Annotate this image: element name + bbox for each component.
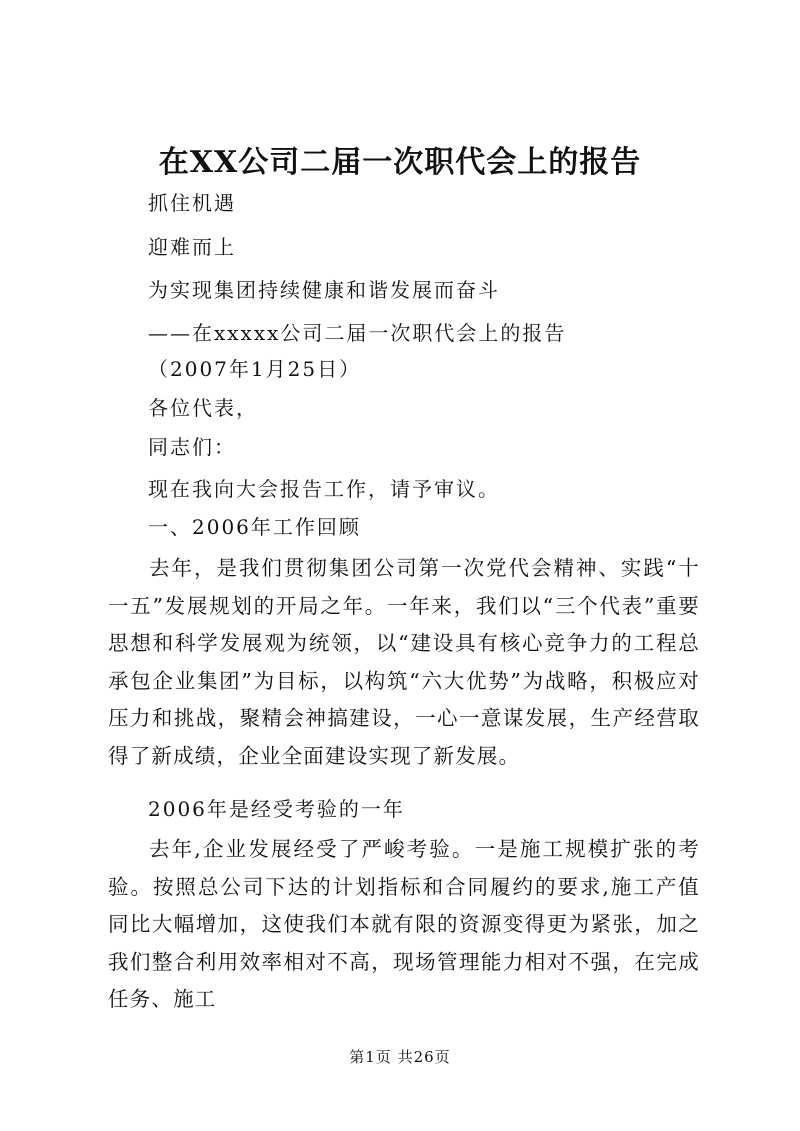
- text-line: ——在xxxxx公司二届一次职代会上的报告: [148, 321, 567, 345]
- subheading: 2006年是经受考验的一年: [148, 797, 405, 821]
- body-paragraph: 去年，是我们贯彻集团公司第一次党代会精神、实践“十一五”发展规划的开局之年。一年来，我们以“三个代表”重要思想和科学发展观为统领，以“建设具有核心竞争力的工程总承包企业集团”为目标，以构筑“六大优势”为战略，积极应对压力和挑战，聚精会神搞建设，一心一意谋发展，生产经营取得了新成绩，企业全面建设实现了新发展。: [108, 556, 700, 768]
- date-line: （2007年1月25日）: [148, 357, 362, 381]
- salutation-line: 同志们：: [148, 435, 236, 459]
- salutation-line: 各位代表，: [148, 396, 258, 420]
- text-line: 迎难而上: [148, 235, 236, 259]
- document-title: 在XX公司二届一次职代会上的报告: [158, 145, 642, 180]
- text-line: 抓住机遇: [148, 191, 236, 215]
- page-footer: 第1页 共26页: [349, 1048, 451, 1066]
- text-line: 现在我向大会报告工作，请予审议。: [148, 477, 500, 501]
- text-line: 为实现集团持续健康和谐发展而奋斗: [148, 278, 500, 302]
- body-paragraph: 去年,企业发展经受了严峻考验。一是施工规模扩张的考验。按照总公司下达的计划指标和合同履约的要求,施工产值同比大幅增加，这使我们本就有限的资源变得更为紧张，加之我们整合利用效率相对不高，现场管理能力相对不强，在完成任务、施工: [108, 837, 700, 1012]
- section-heading: 一、2006年工作回顾: [148, 515, 361, 539]
